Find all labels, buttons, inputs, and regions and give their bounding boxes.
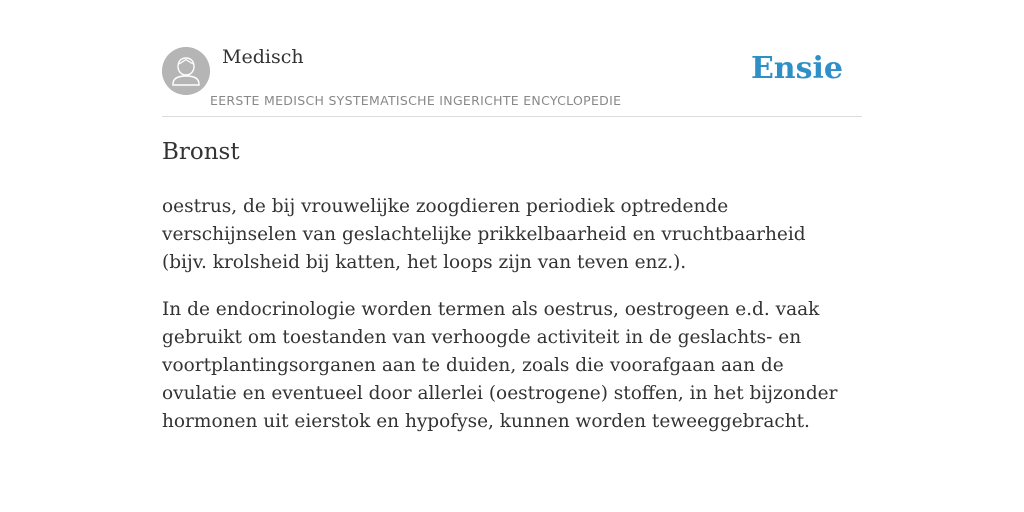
article-body bbox=[162, 193, 852, 455]
user-icon[interactable] bbox=[162, 47, 210, 95]
article-paragraph: oestrus, de bij vrouwelijke zoogdieren periodiek optredende verschijnselen van geslachtelijke prikkelbaarheid en vruchtbaarheid (bijv. krolsheid bij katten, het loops zijn van teven enz.). bbox=[162, 196, 806, 273]
source-subtitle: EERSTE MEDISCH SYSTEMATISCHE INGERICHTE ENCYCLOPEDIE bbox=[210, 93, 622, 108]
source-name[interactable]: Medisch bbox=[222, 46, 304, 68]
article-paragraph: In de endocrinologie worden termen als oestrus, oestrogeen e.d. vaak gebruikt om toestanden van verhoogde activiteit in de geslachts- en voortplantingsorganen aan te duiden, zoals die voorafgaan aan de ovulatie en eventueel door allerlei (oestrogene) stoffen, in het bijzonder hormonen uit eierstok en hypofyse, kunnen worden teweeggebracht. bbox=[162, 299, 838, 432]
header bbox=[162, 46, 862, 117]
brand-logo-link[interactable]: Ensie bbox=[750, 51, 843, 86]
article-title: Bronst bbox=[162, 139, 240, 165]
